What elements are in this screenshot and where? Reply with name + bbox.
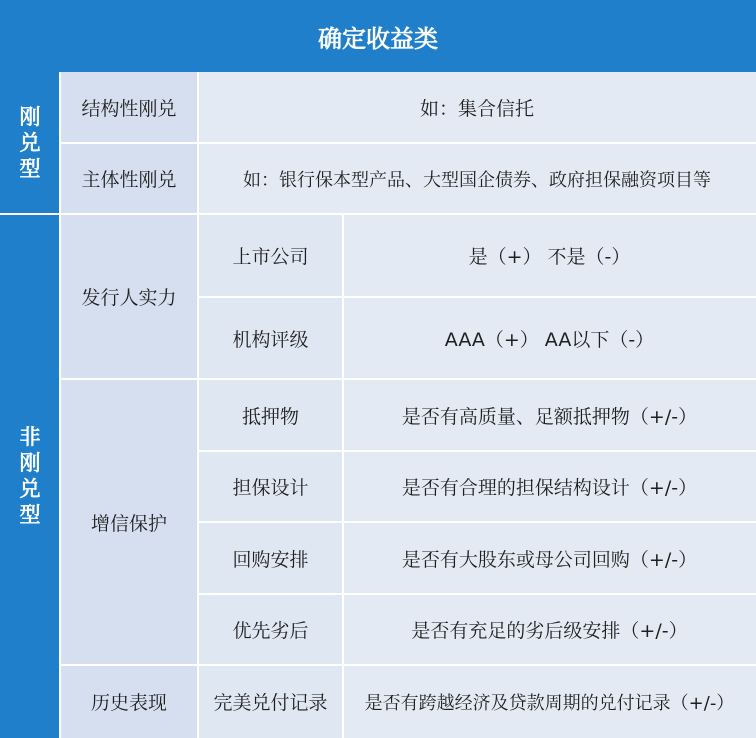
criterion-label: 优先劣后 [198, 594, 343, 665]
criterion-label: 上市公司 [198, 214, 343, 297]
criterion-value: 是否有高质量、足额抵押物（+/-） [343, 379, 756, 451]
criterion-label: 机构评级 [198, 297, 343, 379]
criterion-label: 抵押物 [198, 379, 343, 451]
group-rigid [0, 72, 60, 214]
grid-line [60, 664, 756, 666]
grid-line [198, 450, 756, 452]
grid-line [60, 378, 756, 380]
criterion-value: 是否有充足的劣后级安排（+/-） [343, 594, 756, 665]
criterion-value: 是否有跨越经济及贷款周期的兑付记录（+/-） [343, 665, 756, 738]
category-issuer: 发行人实力 [60, 214, 198, 379]
criterion-value: AAA（+） AA以下（-） [343, 297, 756, 379]
grid-line [59, 72, 61, 738]
table-title: 确定收益类 [0, 0, 756, 72]
criterion-label: 担保设计 [198, 451, 343, 522]
rigid-row-label: 结构性刚兑 [60, 72, 198, 143]
rigid-row-label: 主体性刚兑 [60, 143, 198, 214]
rigid-row-value: 如：集合信托 [198, 72, 756, 143]
category-credit-enhancement: 增信保护 [60, 379, 198, 665]
category-history: 历史表现 [60, 665, 198, 738]
grid-line [342, 214, 344, 738]
criterion-value: 是否有大股东或母公司回购（+/-） [343, 522, 756, 594]
grid-line [198, 593, 756, 595]
grid-line [0, 213, 756, 215]
rigid-row-value: 如：银行保本型产品、大型国企债券、政府担保融资项目等 [198, 143, 756, 214]
criterion-value: 是（+） 不是（-） [343, 214, 756, 297]
criterion-label: 完美兑付记录 [198, 665, 343, 738]
group-rigid-label: 刚兑型 [19, 105, 41, 181]
group-non-rigid-label: 非刚兑型 [19, 425, 41, 527]
grid-line [198, 296, 756, 298]
criterion-label: 回购安排 [198, 522, 343, 594]
grid-line [60, 142, 756, 144]
grid-line [197, 72, 199, 738]
group-non-rigid [0, 214, 60, 738]
grid-line [198, 521, 756, 523]
criterion-value: 是否有合理的担保结构设计（+/-） [343, 451, 756, 522]
